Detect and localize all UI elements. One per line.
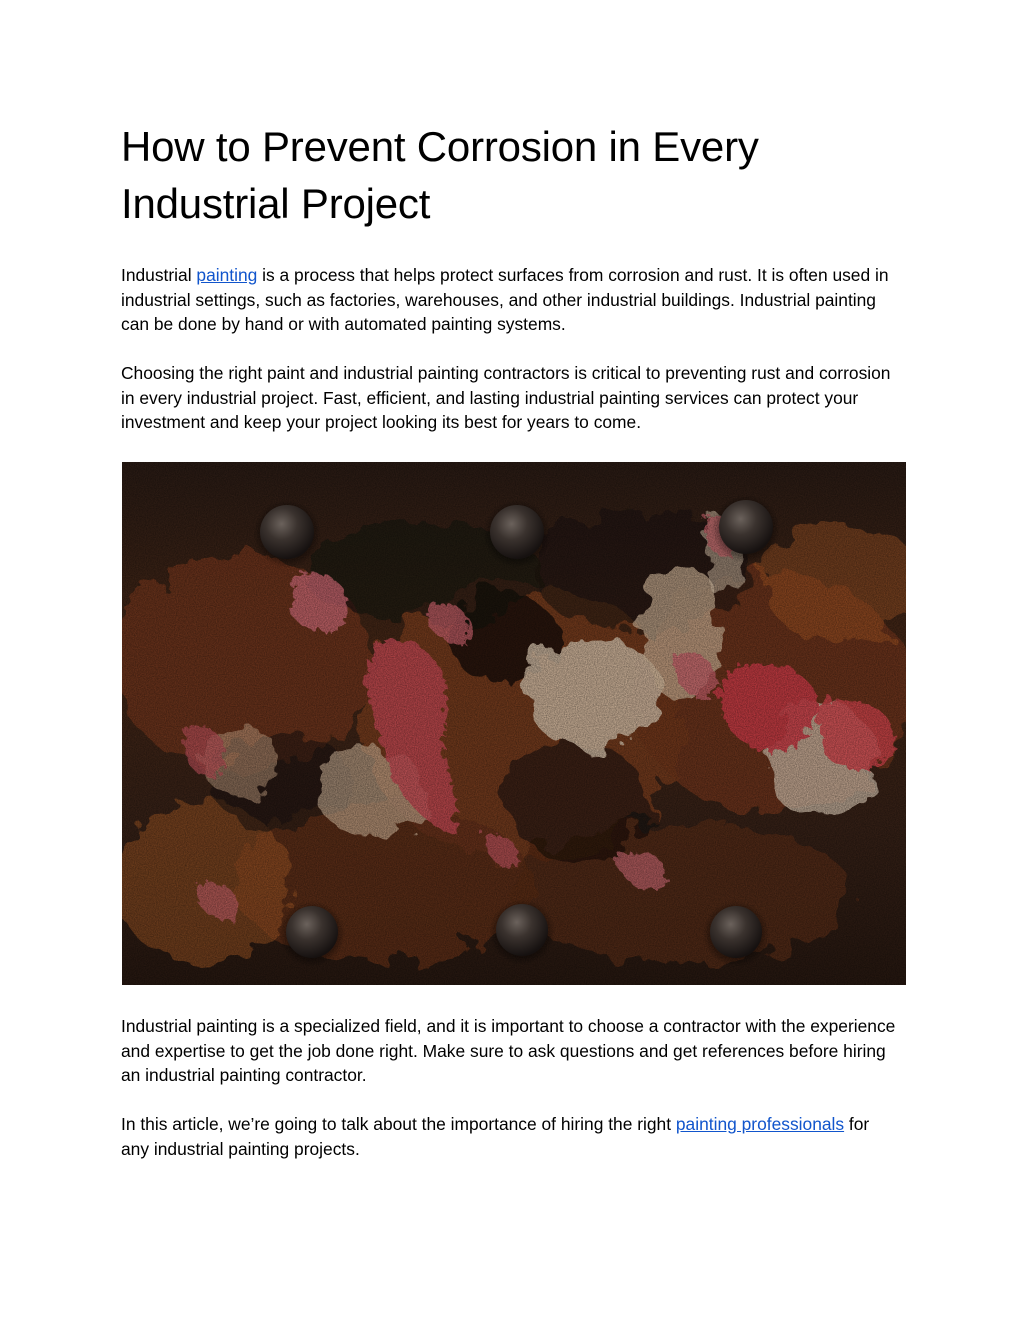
intro-paragraph [121,263,901,337]
contractors-paragraph: Choosing the right paint and industrial painting contractors is critical to preventing rust and corrosion in every industrial project. Fast, efficient, and lasting industrial painting services can protect your investment and keep your project looking its best for years to come. [121,363,891,432]
article-text-start: In this article, we’re going to talk about the importance of hiring the right [121,1114,676,1134]
article-intro-paragraph [121,1112,901,1161]
rusted-metal-photo [122,462,906,985]
page-title: How to Prevent Corrosion in Every Industrial Project [121,123,759,227]
painting-link[interactable]: painting [196,265,258,285]
intro-text-end: is a process that helps protect surfaces from corrosion and rust. It is often used in industrial settings, such as factories, warehouses, and other industrial buildings. Industrial painting can be done by hand or with automated painting systems. [121,265,889,334]
article-text-end: for any industrial painting projects. [121,1114,870,1159]
intro-text-start: Industrial [121,265,197,285]
painting-professionals-link[interactable]: painting professionals [675,1114,845,1134]
rusted-metal-illustration [122,462,906,985]
specialized-field-paragraph: Industrial painting is a specialized field, and it is important to choose a contractor with the experience and expertise to get the job done right. Make sure to ask questions and get references before hiring an industrial painting contractor. [121,1016,896,1085]
